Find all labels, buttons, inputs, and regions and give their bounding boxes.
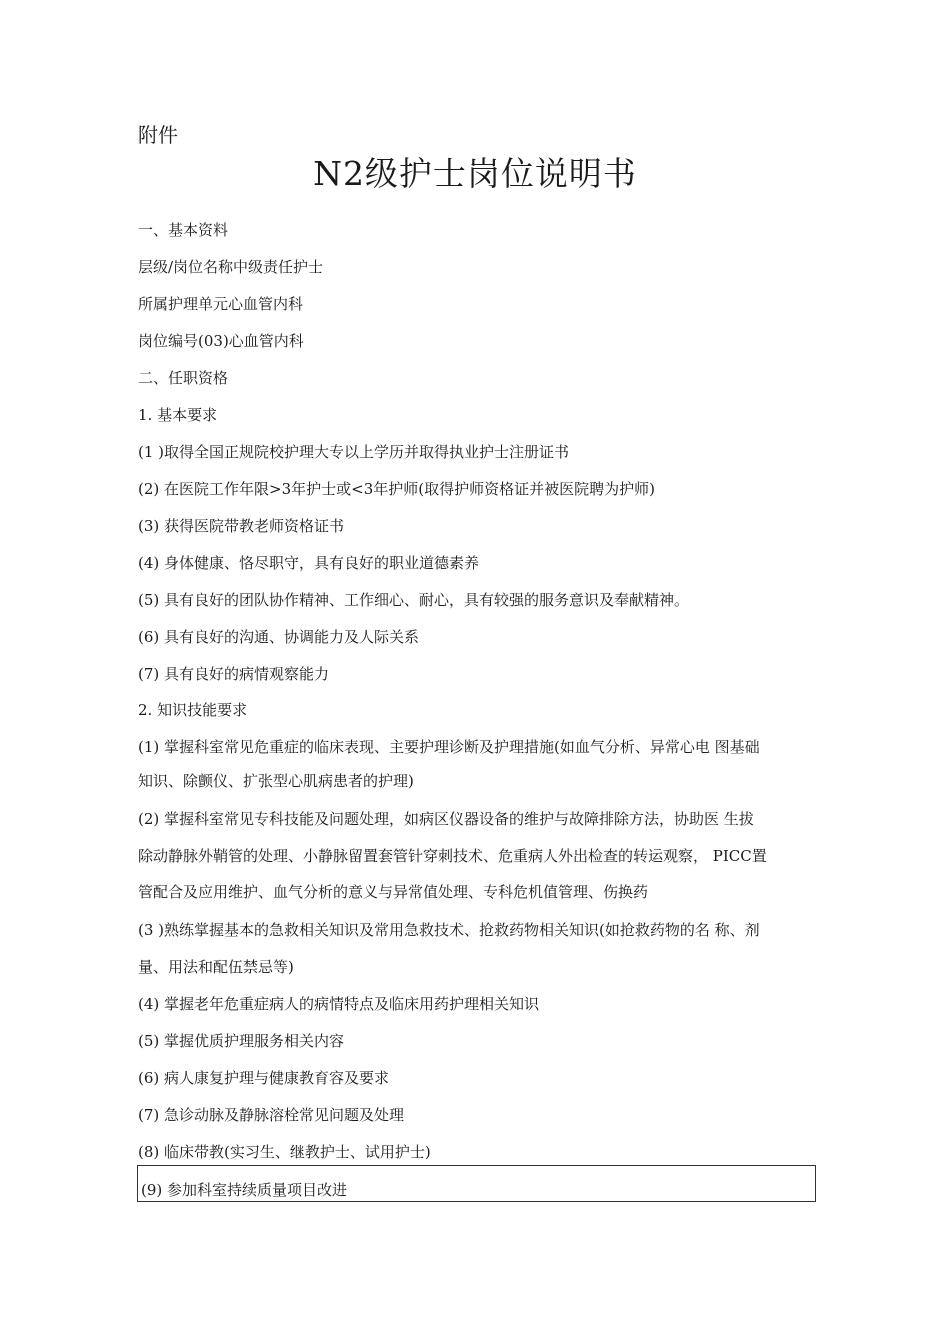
skill-item-2-line-3: 管配合及应用维护、血气分析的意义与异常值处理、专科危机值管理、伤换药 [138,883,649,901]
skill-item-3-line-1: (3 )熟练掌握基本的急救相关知识及常用急救技术、抢救药物相关知识(如抢救药物的名 称、剂 [138,921,760,939]
skill-item-2-line-2: 除动静脉外鞘管的处理、小静脉留置套管针穿刺技术、危重病人外出检查的转运观察， PICC置 [138,847,767,865]
position-number-line: 岗位编号(03)心血管内科 [138,332,304,350]
requirement-item: (3) 获得医院带教老师资格证书 [138,517,345,535]
skill-item-4: (4) 掌握老年危重症病人的病情特点及临床用药护理相关知识 [138,995,540,1013]
skill-item-8: (8) 临床带教(实习生、继教护士、试用护士) [138,1143,431,1161]
section-heading-qualifications: 二、任职资格 [138,369,229,387]
requirement-item: (6) 具有良好的沟通、协调能力及人际关系 [138,628,420,646]
skill-item-1-line-1: (1) 掌握科室常见危重症的临床表现、主要护理诊断及护理措施(如血气分析、异常心电 图基础 [138,738,760,756]
subheading-basic-requirements: 1. 基本要求 [138,406,218,424]
requirement-item: (7) 具有良好的病情观察能力 [138,665,330,683]
skill-item-6: (6) 病人康复护理与健康教育容及要求 [138,1069,390,1087]
section-heading-basic-info: 一、基本资料 [138,221,229,239]
subheading-knowledge-skills: 2. 知识技能要求 [138,701,248,719]
skill-item-9: (9) 参加科室持续质量项目改进 [141,1181,348,1199]
skill-item-2-line-1: (2) 掌握科室常见专科技能及问题处理，如病区仪器设备的维护与故障排除方法，协助医 生拔 [138,810,754,828]
level-position-line: 层级/岗位名称中级责任护士 [138,258,324,276]
requirement-item: (4) 身体健康、恪尽职守，具有良好的职业道德素养 [138,554,480,572]
skill-item-3-line-2: 量、用法和配伍禁忌等) [138,958,294,976]
skill-item-5: (5) 掌握优质护理服务相关内容 [138,1032,345,1050]
requirement-item: (1 )取得全国正规院校护理大专以上学历并取得执业护士注册证书 [138,443,570,461]
document-title: N2级护士岗位说明书 [313,154,637,193]
requirement-item: (5) 具有良好的团队协作精神、工作细心、耐心，具有较强的服务意识及奉献精神。 [138,591,690,609]
skill-item-7: (7) 急诊动脉及静脉溶栓常见问题及处理 [138,1106,405,1124]
skill-item-1-line-2: 知识、除颤仪、扩张型心肌病患者的护理) [138,772,414,790]
requirement-item: (2) 在医院工作年限>3年护士或<3年护师(取得护师资格证并被医院聘为护师) [138,480,655,498]
attachment-label: 附件 [138,123,178,147]
skill-item-9-box [137,1165,816,1202]
unit-line: 所属护理单元心血管内科 [138,295,304,313]
